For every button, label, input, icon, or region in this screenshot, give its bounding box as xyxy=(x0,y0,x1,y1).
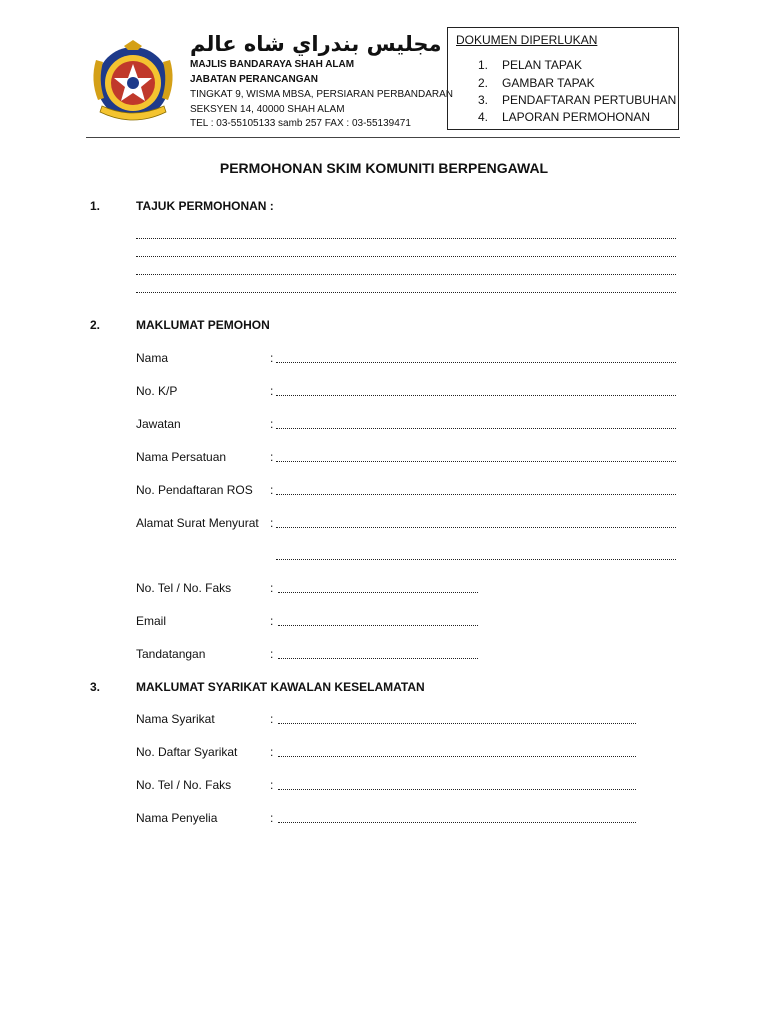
section-number: 1. xyxy=(90,199,101,213)
field-colon: : xyxy=(270,483,274,497)
field-colon: : xyxy=(270,712,274,726)
form-title: PERMOHONAN SKIM KOMUNITI BERPENGAWAL xyxy=(219,160,549,176)
field-colon: : xyxy=(270,647,274,661)
persatuan-input-line[interactable] xyxy=(276,461,676,462)
document-item: 4. LAPORAN PERMOHONAN xyxy=(478,110,651,124)
jawatan-input-line[interactable] xyxy=(276,428,676,429)
alamat-input-line[interactable] xyxy=(276,527,676,528)
arabic-jawi-title: مجليس بندراي شاه عالم xyxy=(190,32,442,56)
address-line-1: TINGKAT 9, WISMA MBSA, PERSIARAN PERBANDARAN xyxy=(190,89,454,100)
signature-input-line[interactable] xyxy=(278,658,478,659)
field-label-persatuan: Nama Persatuan xyxy=(136,450,227,464)
document-item: 3. PENDAFTARAN PERTUBUHAN xyxy=(478,93,677,107)
field-label-syarikat: Nama Syarikat xyxy=(136,712,215,726)
field-label-tel: No. Tel / No. Faks xyxy=(136,581,232,595)
header-divider xyxy=(86,137,680,138)
field-colon: : xyxy=(270,516,274,530)
field-label-alamat: Alamat Surat Menyurat xyxy=(136,516,259,530)
department: JABATAN PERANCANGAN xyxy=(190,74,318,85)
field-colon: : xyxy=(270,581,274,595)
field-label-penyelia: Nama Penyelia xyxy=(136,811,218,825)
syarikat-input-line[interactable] xyxy=(278,723,636,724)
ros-input-line[interactable] xyxy=(276,494,676,495)
field-label-ros: No. Pendaftaran ROS xyxy=(136,483,253,497)
field-label-company-tel: No. Tel / No. Faks xyxy=(136,778,232,792)
field-label-kp: No. K/P xyxy=(136,384,178,398)
section-number: 2. xyxy=(90,318,101,332)
required-documents-box xyxy=(447,27,679,130)
field-label-tandatangan: Tandatangan xyxy=(136,647,206,661)
mbsa-logo xyxy=(86,40,180,126)
field-label-email: Email xyxy=(136,614,167,628)
field-label-daftar: No. Daftar Syarikat xyxy=(136,745,238,759)
application-title-line[interactable] xyxy=(136,238,676,239)
daftar-input-line[interactable] xyxy=(278,756,636,757)
org-name: MAJLIS BANDARAYA SHAH ALAM xyxy=(190,59,355,70)
document-item: 1. PELAN TAPAK xyxy=(478,58,583,72)
field-colon: : xyxy=(270,811,274,825)
field-colon: : xyxy=(270,351,274,365)
address-line-2: SEKSYEN 14, 40000 SHAH ALAM xyxy=(190,104,345,115)
alamat-input-line-2[interactable] xyxy=(276,559,676,560)
section-title: MAKLUMAT SYARIKAT KAWALAN KESELAMATAN xyxy=(136,680,425,694)
application-title-line[interactable] xyxy=(136,256,676,257)
field-label-nama: Nama xyxy=(136,351,169,365)
section-title: MAKLUMAT PEMOHON xyxy=(136,318,270,332)
field-colon: : xyxy=(270,384,274,398)
field-colon: : xyxy=(270,417,274,431)
field-colon: : xyxy=(270,450,274,464)
section-title: TAJUK PERMOHONAN : xyxy=(136,199,274,213)
contact-line: TEL : 03-55105133 samb 257 FAX : 03-55139471 xyxy=(190,118,411,129)
required-documents-title: DOKUMEN DIPERLUKAN xyxy=(456,33,598,47)
application-title-line[interactable] xyxy=(136,292,676,293)
document-item: 2. GAMBAR TAPAK xyxy=(478,76,595,90)
field-colon: : xyxy=(270,614,274,628)
field-label-jawatan: Jawatan xyxy=(136,417,181,431)
email-input-line[interactable] xyxy=(278,625,478,626)
field-colon: : xyxy=(270,778,274,792)
field-colon: : xyxy=(270,745,274,759)
kp-input-line[interactable] xyxy=(276,395,676,396)
company-tel-input-line[interactable] xyxy=(278,789,636,790)
tel-input-line[interactable] xyxy=(278,592,478,593)
section-number: 3. xyxy=(90,680,101,694)
application-title-line[interactable] xyxy=(136,274,676,275)
penyelia-input-line[interactable] xyxy=(278,822,636,823)
nama-input-line[interactable] xyxy=(276,362,676,363)
